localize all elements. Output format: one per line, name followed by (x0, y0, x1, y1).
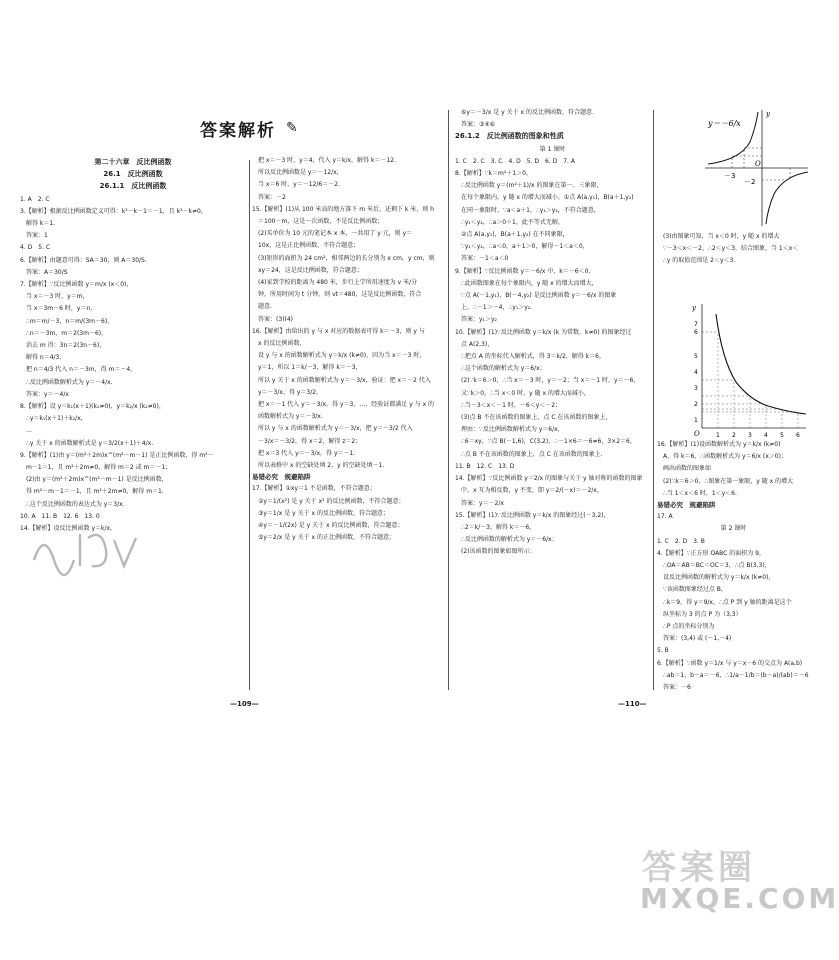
col3-line: 10.【解析】(1)∵反比例函数 y＝k/x (k 为常数，k≠0) 的图象经过 (455, 328, 632, 336)
col1-line: … (20, 427, 33, 435)
col4-line: 5. B (657, 647, 669, 655)
graph1-tick: －2 (744, 178, 756, 186)
col2-line: 答案：－2 (252, 193, 286, 201)
col3-line: ⑥y＝－3/x 是 y 关于 x 的反比例函数，符合题意. (455, 109, 594, 116)
column-divider (653, 110, 654, 690)
col1-line: 答案：A＝30/S (20, 268, 68, 276)
col4-line: 答案：(3,4) 或 (－1,－4) (657, 635, 732, 643)
col2-line: 设 y 与 x 的函数解析式为 y＝k/x (k≠0)，因为当 x＝－3 时， (252, 352, 426, 360)
handwriting-mark (28, 520, 148, 576)
col1-line: 解得 n＝4/3. (20, 354, 62, 362)
column-4-lower (657, 440, 810, 692)
graph2-xtick: 1 (716, 432, 720, 439)
col3-line: ∵点 A(－1,y₁)，B(－4,y₂) 是反比例函数 y＝－6/x 的图象 (455, 292, 617, 300)
col1-line: 第二十六章 反比例函数 (94, 158, 172, 166)
col3-line: 理由：∵反比例函数解析式为 y＝6/x， (455, 426, 564, 434)
col1-line: 1. A 2. C (20, 195, 50, 203)
col2-line: y＝1，所以 1＝k/－3，解得 k＝－3， (252, 364, 362, 372)
col4-line: 1. C 2. D 3. B (657, 537, 705, 545)
col1-line: 答案：1 (20, 232, 48, 240)
col3-line: ∵y₁＜y₂，∴a＜0，a＋1＞0，解得－1＜a＜0， (455, 243, 589, 251)
col1-line: 答案：y＝－4/x (20, 390, 69, 398)
col2-line: 10x，这是正比例函数，不符合题意； (252, 242, 360, 250)
col1-line: 9.【解析】(1)由 y＝(m²＋2m)x^(m²－m－1) 是正比例函数，得 m²－ (20, 451, 214, 459)
col3-line: (2)该函数的图象如图所示： (455, 548, 536, 556)
col2-line: 所以 y 关于 x 的函数解析式为 y＝－3/x，验证：把 x＝－2 代入 (252, 376, 431, 384)
col3-line: 在每个象限内，y 随 x 的增大而减小，①点 A(a,y₁)，B(a＋1,y₂) (455, 194, 634, 202)
col4-line: A，得 k＝6，∴函数解析式为 y＝6/x (x＞0)； (657, 453, 787, 461)
col1-line: 消去 m 得：3n＝2(3n－6)， (20, 342, 106, 350)
col3-line: 9.【解析】∵反比例函数 y＝－6/x 中，k＝－6＜0， (455, 267, 595, 275)
col2-line: 钟，所用时间为 t 分钟，则 vt＝480，这是反比例函数，符合 (252, 291, 422, 299)
graph2-xtick: 6 (796, 432, 800, 439)
col1-line: 14.【解析】设反比例函数 y＝k/x， (20, 525, 117, 533)
col4-line: 6.【解析】∵函数 y＝1/x 与 y＝x－6 的交点为 A(a,b) (657, 659, 803, 667)
col3-line: 点 A(2,3)， (455, 340, 494, 348)
col1-line: ∴n＝－3m，m＝2(3m－6)， (20, 329, 108, 337)
col3-line: 26.1.2 反比例函数的图象和性质 (455, 132, 564, 141)
col2-line: 17.【解析】①xy＝1 不是函数，不符合题意； (252, 485, 376, 493)
col2-line: 把 x＝－1 代入 y＝－3/x，得 y＝3，…，经验证都满足 y 与 x 的 (252, 401, 435, 409)
col4-line: 16.【解析】(1)设函数解析式为 y＝k/x (k≠0) (657, 441, 781, 448)
graph1-origin: O (755, 160, 761, 168)
graph2-xtick: 5 (780, 432, 784, 439)
col3-line: 第 1 课时 (539, 145, 566, 153)
col1-line: 当 x＝3m－6 时，y＝n， (20, 305, 97, 313)
col1-line: 得 m²－m－1＝－1，且 m²＋2m≠0，解得 m＝1. (20, 488, 164, 496)
col2-line: y＝－3/x，得 y＝3/2， (252, 388, 323, 396)
col2-line: ③y＝1/x 是 y 关于 x 的反比例函数，符合题意； (252, 509, 389, 517)
page-number-right: —110— (618, 700, 647, 708)
col3-line: 中，x 互为相反数，y 不变，即 y＝2/(－x)＝－2/x， (455, 487, 603, 495)
col1-line: ∴y 关于 x 的函数解析式是 y＝3/2(x＋1)＋4/x. (20, 439, 154, 447)
graph1-tick: －3 (724, 172, 736, 180)
graph1-y-label: y (766, 110, 770, 118)
col3-line: 答案：③④⑥ (455, 121, 496, 129)
graph2-ytick: 5 (694, 353, 698, 360)
col4-line: (3)由图象可知，当 x＜0 时，y 随 x 的增大 (657, 233, 780, 240)
col3-line: 又∵k＞0，∴当 x＜0 时，y 随 x 的增大而减小， (455, 389, 590, 397)
col2-line: x 的反比例函数， (252, 340, 306, 348)
col3-line: ∴当－3＜x＜－1 时，－6＜y＜－2； (455, 401, 562, 409)
col4-line: ∴P 点的坐标分别为 (657, 623, 715, 631)
col1-line: ∴m＝m/－3，n＝m/(3m－6)， (20, 317, 114, 325)
col4-line: 设反比例函数的解析式为 y＝k/x (k≠0)， (657, 574, 775, 582)
col3-line: 14.【解析】∵反比例函数 y＝2/x 的图象与关于 y 轴对称的函数的图象 (455, 475, 643, 483)
col3-line: ∴2＝k/－3，解得 k＝－6， (455, 523, 536, 531)
col2-line: ②y＝1/(x²) 是 y 关于 x² 的反比例函数，不符合题意； (252, 497, 405, 505)
col1-line: ∴反比例函数解析式为 y＝－4/x. (20, 378, 113, 386)
graph1-func-label: y＝－6/x (708, 119, 741, 128)
col1-line: 7.【解析】∵反比例函数 y＝m/x (x＜0)， (20, 281, 133, 289)
col4-line: ∴OA＝AB＝BC＝OC＝3，∴点 B(3,3)， (657, 562, 771, 570)
col4-line: 画出函数的图象如 (657, 465, 712, 473)
col1-line: 4. D 5. C (20, 244, 51, 252)
col4-line: 答案：－6 (657, 684, 691, 692)
col3-line: 15.【解析】(1)∵反比例函数 y＝k/x 的图象经过(－3,2)， (455, 511, 610, 519)
col1-line: 6.【解析】由题意可得：SA＝30，则 A＝30/S. (20, 256, 147, 264)
graph2-ytick: 7 (694, 321, 698, 328)
col2-line: ＝100－m，这是一次函数，不是反比例函数； (252, 218, 384, 226)
col1-line: ∴这个反比例函数的表达式为 y＝3/x. (20, 500, 125, 508)
col4-line: ∵－3＜x＜－2，∴2＜y＜3，结合图象，当 1＜x＜ (657, 245, 799, 253)
page-number-left: —109— (230, 700, 259, 708)
col1-line: 把 n＝4/3 代入 n＝－3m，得 m＝－4， (20, 366, 137, 374)
col2-line: 所以表格中 x 的空缺处填 2，y 的空缺处填－1. (252, 462, 385, 470)
graph2-origin: O (694, 430, 700, 438)
column-3 (455, 108, 650, 698)
col1-line: 26.1 反比例函数 (103, 170, 163, 179)
graph2-xtick: 2 (732, 432, 736, 439)
col1-line: 解得 k＝1. (20, 220, 56, 228)
col2-line: 16.【解析】由给出的 y 与 x 对应的数据表可得 k＝－3，则 y 与 (252, 327, 425, 335)
col3-line: ∴y₁＜y₂，∴a＞0＋1，此不等式无解， (455, 218, 564, 226)
page-title: 答案解析 (200, 121, 276, 141)
col3-line: ∴这个函数的解析式为 y＝6/x； (455, 365, 546, 373)
hyperbola-graph (700, 108, 810, 228)
col4-line: ∴k＝9，得 y＝9/x，∴点 P 到 y 轴的距离是这个 (657, 598, 792, 606)
col2-line: 题意. (252, 303, 272, 311)
graph2-ytick: 1 (694, 417, 698, 424)
col4-line: 第 2 课时 (720, 525, 747, 533)
column-2 (252, 156, 444, 696)
col3-line: ∴点 B 不在该函数的图象上，点 C 在该函数的图象上. (455, 450, 603, 458)
col3-line: (3)点 B 不在该函数的图象上，点 C 在该函数的图象上， (455, 414, 612, 422)
col1-line: 26.1.1 反比例函数 (99, 182, 167, 191)
col2-line: －3/x＝－3/2，得 x＝2，解得 z＝2； (252, 437, 362, 445)
col3-line: (2)∵k＝6＞0，∴当 x＝－3 时，y＝－2；当 x＝－1 时，y＝－6， (455, 377, 640, 385)
col2-line: 所以反比例函数是 y＝－12/x， (252, 169, 343, 177)
col2-line: ④y＝－1/(2x) 是 y 关于 x 的反比例函数，符合题意； (252, 522, 404, 530)
col3-line: ∴此函数图象在每个象限内，y 随 x 的增大而增大， (455, 279, 598, 287)
col1-line: (2)由 y＝(m²＋2m)x^(m²－m－1) 是反比例函数， (20, 476, 168, 484)
col4-line: 易错必究 规避陷阱 (657, 501, 716, 510)
col3-line: 1. C 2. C 3. C 4. D 5. D 6. D 7. A (455, 157, 575, 165)
hyperbola-grid-graph (688, 300, 808, 440)
col3-line: 答案：y₁＞y₂ (455, 316, 497, 324)
col4-line: ∴y 的取值范围是 2＜y＜3. (657, 257, 736, 265)
graph2-y-label: y (692, 304, 696, 312)
col2-line: 易错必究 规避陷阱 (252, 473, 311, 482)
col3-line: 在同一象限时，∵a＜a＋1，∴y₁＞y₂，不符合题意， (455, 206, 600, 214)
col2-line: 所以 y 与 x 的函数解析式为 y＝－3/x，把 y＝－3/2 代入 (252, 425, 413, 433)
graph2-ytick: 2 (694, 401, 698, 408)
col2-line: (3)矩形的面积为 24 cm²，相邻两边的长分别为 x cm，y cm，则 (252, 254, 435, 262)
col2-line: 函数解析式为 y＝－3/x. (252, 413, 323, 421)
col3-line: 8.【解析】∵k＝m²＋1＞0， (455, 170, 532, 178)
col2-line: (2)买单价为 10 元的笔记本 x 本，一共用了 y 元，则 y＝ (252, 230, 413, 238)
col2-line: 把 x＝－3 时，y＝4，代入 y＝k/x，解得 k＝－12. (252, 157, 396, 164)
watermark-logo: 答案圈 (642, 848, 756, 888)
col1-line: 当 x＝－3 时，y＝m， (20, 293, 89, 301)
col1-line: ∴y＝k₁(x＋1)＋k₂/x， (20, 415, 87, 423)
graph2-xtick: 4 (764, 432, 768, 439)
graph2-ytick: 4 (694, 369, 698, 376)
graph2-ytick: 6 (694, 329, 698, 336)
column-4 (657, 232, 810, 272)
col3-line: 上，∴－1＞－4，∴y₁＞y₂. (455, 304, 533, 312)
col1-line: 3.【解析】根据反比例函数定义可得：k²－k－1＝－1，且 k²－k≠0， (20, 207, 207, 215)
col3-line: ∴反比例函数 y＝(m²＋1)/x 的图象在第一、三象限， (455, 182, 603, 190)
col4-line: ∵该函数图象经过点 B， (657, 586, 727, 594)
col1-line: m－1＝1，且 m²＋2m≠0，解得 m＝2 或 m＝－1； (20, 464, 172, 472)
col2-line: 答案：(3)(4) (252, 315, 293, 323)
graph2-xtick: 3 (748, 432, 752, 439)
col3-line: 11. B 12. C 13. D (455, 462, 515, 470)
col3-line: 答案：y＝－2/x (455, 499, 504, 507)
col2-line: 15.【解析】(1)从 100 米高的地方落下 m 米后，还剩下 k 米，则 h (252, 205, 434, 213)
col1-line: 8.【解析】设 y＝k₁(x＋1)(k₁≠0)，y＝k₂/x (k₂≠0)， (20, 403, 165, 411)
col4-line: 4.【解析】∵正方形 OABC 的面积为 9， (657, 549, 766, 557)
col3-line: ∴反比例函数的解析式为 y＝－6/x； (455, 536, 558, 544)
col4-line: 纵坐标为 3 的点 P 为（3,3） (657, 610, 742, 618)
col4-line: ∴ab＝1，b－a＝－6，∴1/a－1/b＝(b－a)/(ab)＝－6 (657, 671, 809, 679)
watermark-url: MXQE.COM (640, 882, 839, 915)
pen-icon: ✎ (286, 120, 298, 136)
col3-line: ∴把点 A 的坐标代入解析式，得 3＝k/2，解得 k＝6， (455, 353, 605, 361)
col3-line: 答案：－1＜a＜0 (455, 255, 509, 263)
col2-line: 当 x＝6 时，y＝－12/6＝－2. (252, 181, 340, 189)
column-divider (448, 110, 449, 690)
col1-line: 10. A 11. B 12. 6 13. 0 (20, 512, 100, 520)
col2-line: 把 x＝3 代入 y＝－3/x，得 y＝－1. (252, 449, 356, 457)
column-divider (249, 160, 250, 690)
col4-line: 17. A (657, 513, 673, 521)
col3-line: ∴6＝xy，∵点 B(－1,6)，C(3,2)，∴－1×6＝－6≠6，3×2＝6， (455, 438, 636, 446)
col4-line: ∴当 1＜x＜6 时，1＜y＜6. (657, 489, 737, 497)
col2-line: xy＝24，这是反比例函数，符合题意； (252, 266, 363, 274)
col2-line: (4)家到学校的距离为 480 米，步行上学所用速度为 v 米/分 (252, 279, 418, 287)
col3-line: ②点 A(a,y₁)，B(a＋1,y₂) 在不同象限， (455, 231, 569, 239)
col4-line: (2)∵k＝6＞0，∴图象在第一象限，y 随 x 的增大 (657, 477, 794, 485)
graph2-ytick: 3 (694, 385, 698, 392)
column-1 (20, 156, 246, 696)
col2-line: ⑤y＝2/x 是 y 关于 x 的正比例函数，不符合题意； (252, 534, 395, 542)
